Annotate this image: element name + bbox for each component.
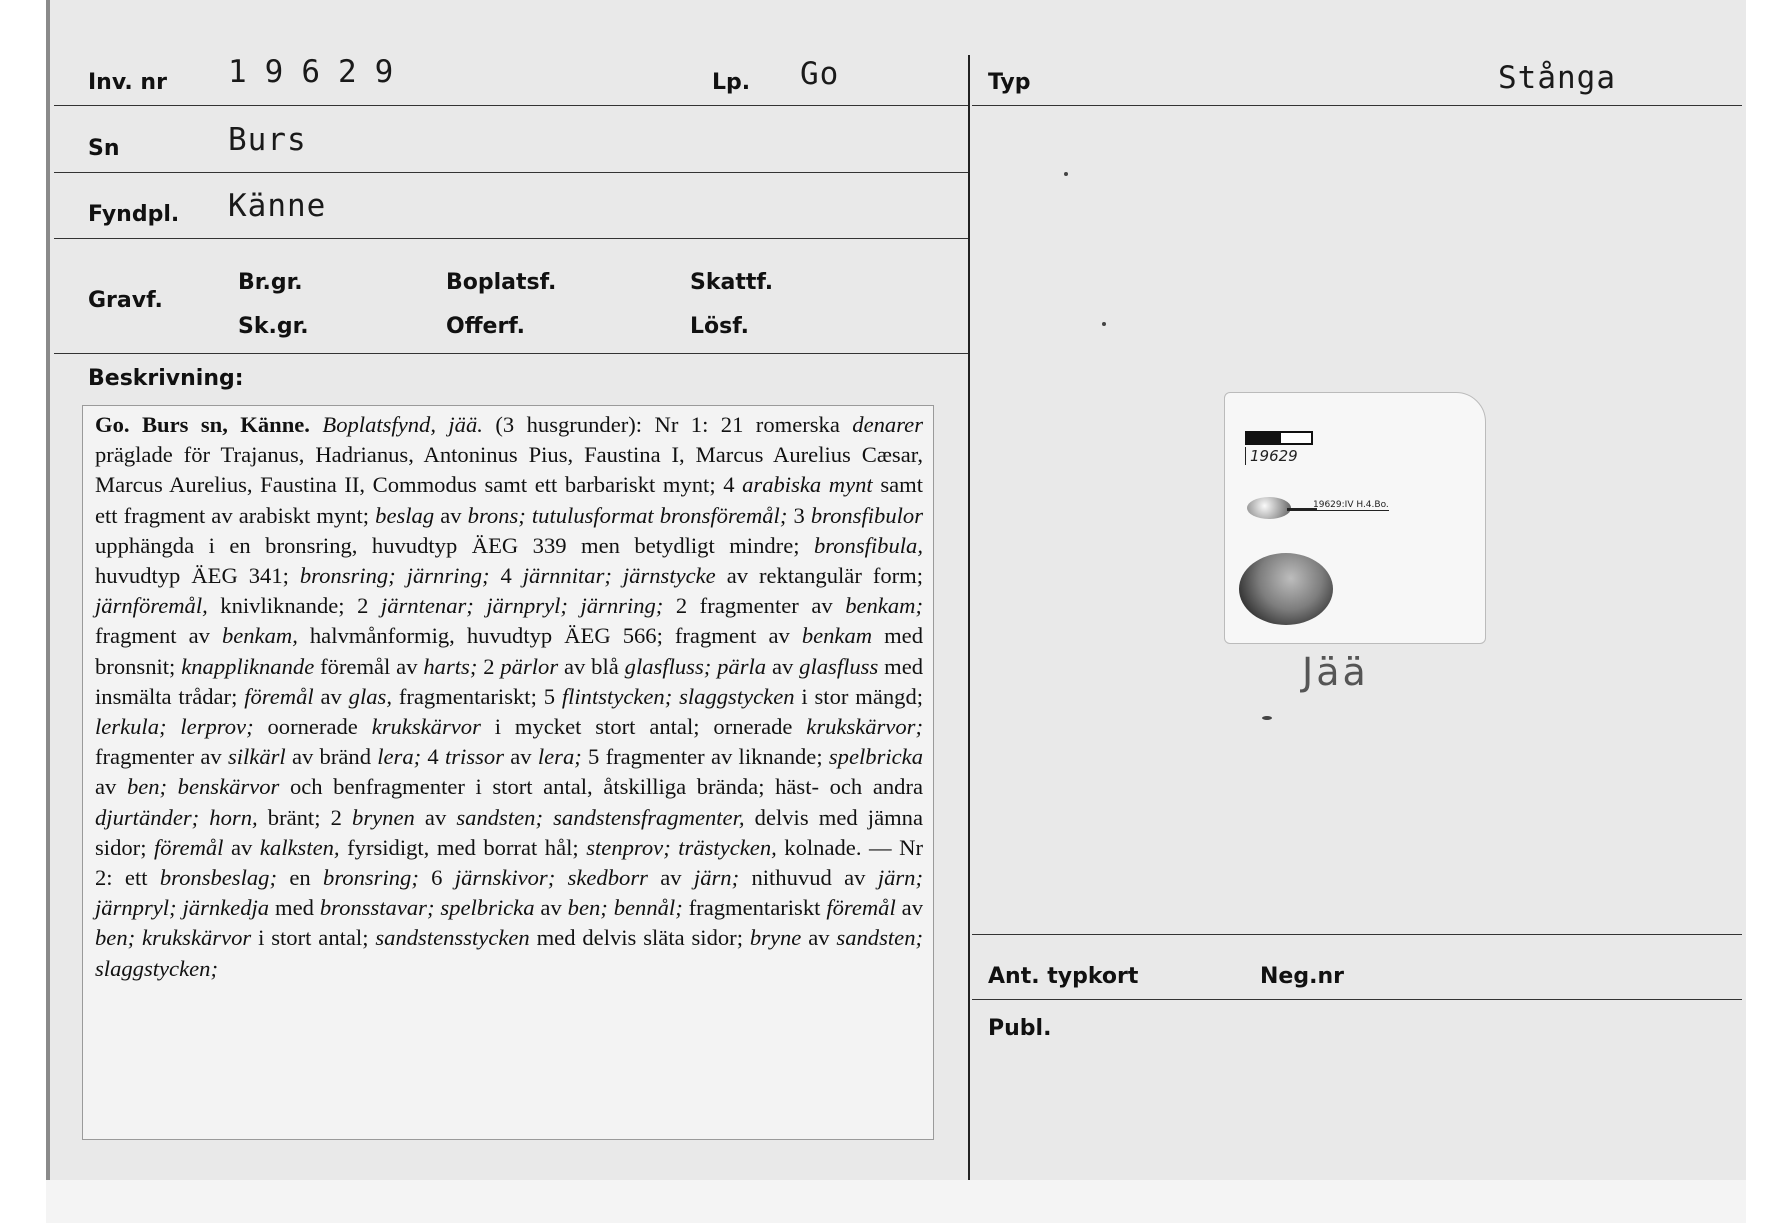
card-shadow [46, 1180, 1746, 1223]
typ-value: Stånga [1498, 60, 1616, 96]
description-clipping [82, 405, 934, 1140]
inv-value: 19629 [228, 54, 412, 90]
skattf-label: Skattf. [690, 270, 774, 295]
speck [1064, 172, 1068, 176]
rule-typ [972, 105, 1742, 106]
sn-label: Sn [88, 136, 120, 161]
card-edge [46, 0, 50, 1180]
rule-row1 [54, 105, 968, 106]
brgr-label: Br.gr. [238, 270, 303, 295]
pin-label: 19629:IV H.4.Bo. [1313, 500, 1389, 510]
photo-inv-tag: 19629 [1245, 447, 1298, 465]
beskrivning-label: Beskrivning: [88, 366, 244, 391]
boplatsf-label: Boplatsf. [446, 270, 557, 295]
negnr-label: Neg.nr [1260, 964, 1344, 989]
speck [1262, 716, 1272, 720]
object-photo [1224, 392, 1486, 644]
lp-label: Lp. [712, 70, 751, 95]
description-text: Go. Burs sn, Känne. Boplatsfynd, jää. (3 husgrunder): Nr 1: 21 romerska denarer präglade för Trajanus, Hadrianus, Antoninus Pius, Faustina I, Marcus Aurelius Cæsar, Marcus Aurelius, Faustina II, Commodus samt ett barbariskt mynt; 4 arabiska mynt samt ett fragment av arabiskt mynt; beslag av brons; tutulusformat bronsföremål; 3 bronsfibulor upphängda i en bronsring, huvudtyp ÄEG 339 men betydligt mindre; bronsfibula, huvudtyp ÄEG 341; bronsring; järnring; 4 järnnitar; järnstycke av rektangulär form; järnföremål, knivliknande; 2 järntenar; järnpryl; järnring; 2 fragmenter av benkam; fragment av benkam, halvmånformig, huvudtyp ÄEG 566; fragment av benkam med bronsnit; knappliknande föremål av harts; 2 pärlor av blå glasfluss; pärla av glasfluss med insmälta trådar; föremål av glas, fragmentariskt; 5 flintstycken; slaggstycken i stor mängd; lerkula; lerprov; oornerade krukskärvor i mycket stort antal; ornerade krukskärvor; fragmenter av silkärl av bränd lera; 4 trissor av lera; 5 fragmenter av liknande; spelbricka av ben; benskärvor och benfragmenter i stort antal, åtskilliga brända; häst- och andra djurtänder; horn, bränt; 2 brynen av sandsten; sandstensfragmenter, delvis med jämna sidor; föremål av kalksten, fyrsidigt, med borrat hål; stenprov; trästycken, kolnade. — Nr 2: ett bronsbeslag; en bronsring; 6 järnskivor; skedborr av järn; nithuvud av järn; järnpryl; järnkedja med bronsstavar; spelbricka av ben; bennål; fragmentariskt föremål av ben; krukskärvor i stort antal; sandstensstycken med delvis släta sidor; bryne av sandsten; slaggstycken; [95, 412, 924, 981]
brooch-object [1247, 497, 1291, 519]
lp-value: Go [800, 56, 840, 92]
coin-object [1239, 553, 1333, 625]
typ-label: Typ [988, 70, 1031, 95]
scale-bar [1245, 431, 1313, 445]
skgr-label: Sk.gr. [238, 314, 309, 339]
gravf-label: Gravf. [88, 288, 163, 313]
speck [1102, 322, 1106, 326]
publ-label: Publ. [988, 1016, 1052, 1041]
ant-typkort-label: Ant. typkort [988, 964, 1139, 989]
rule-row2 [54, 172, 968, 173]
losf-label: Lösf. [690, 314, 749, 339]
rule-row3 [54, 238, 968, 239]
offerf-label: Offerf. [446, 314, 526, 339]
inv-label: Inv. nr [88, 70, 167, 95]
fyndpl-label: Fyndpl. [88, 202, 180, 227]
rule-ant [972, 934, 1742, 935]
fyndpl-value: Känne [228, 188, 327, 224]
sn-value: Burs [228, 122, 307, 158]
photo-caption: Jää [1302, 650, 1369, 694]
rule-vertical [968, 55, 970, 1180]
rule-row4 [54, 353, 968, 354]
rule-publ [972, 999, 1742, 1000]
